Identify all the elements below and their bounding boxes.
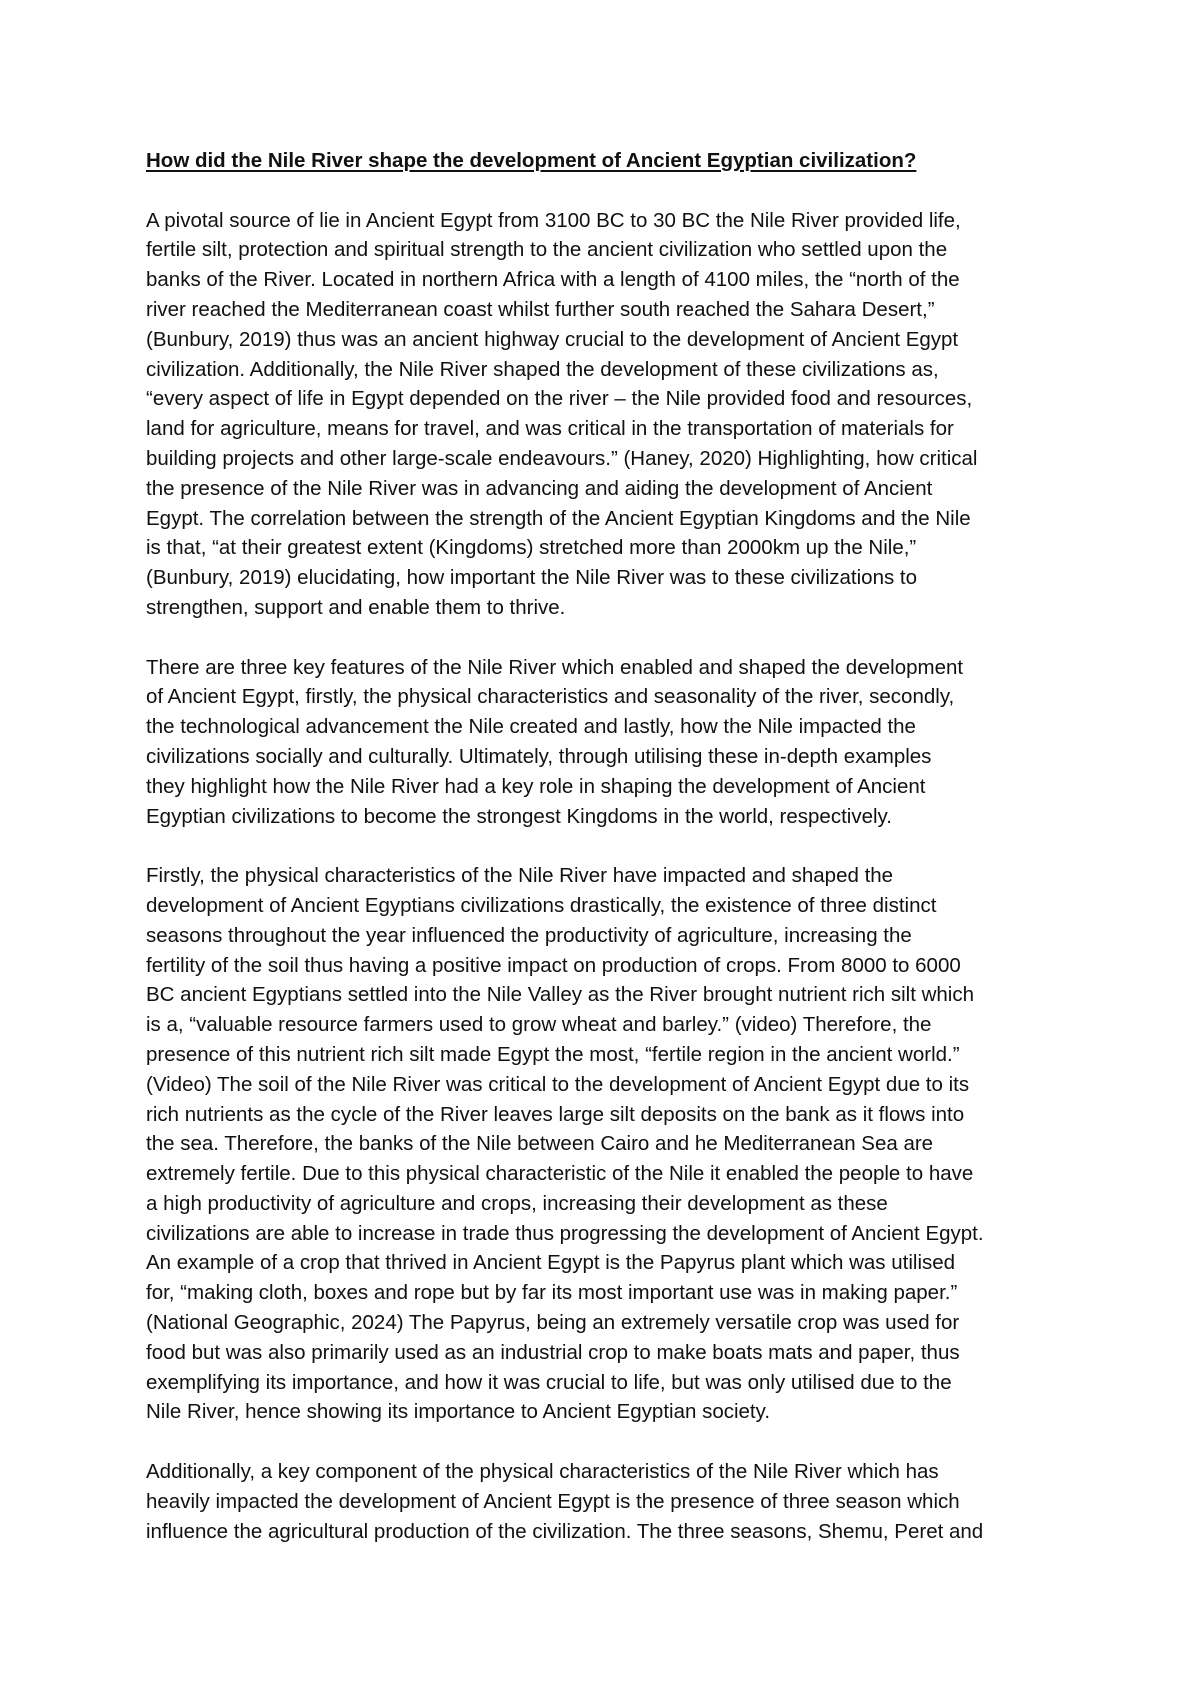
paragraph-physical-characteristics: Firstly, the physical characteristics of the Nile River have impacted and shaped the development of Ancient Egyptians civilizations drastically, the existence of three distinct seasons throughout the year influenced the productivity of agriculture, increasing the fertility of the soil thus having a positive impact on production of crops. From 8000 to 6000 BC ancient Egyptians settled into the Nile Valley as the River brought nutrient rich silt which is a, “valuable resource farmers used to grow wheat and barley.” (video) Therefore, the presence of this nutrient rich silt made Egypt the most, “fertile region in the ancient world.” (Video) The soil of the Nile River was critical to the development of Ancient Egypt due to its rich nutrients as the cycle of the River leaves large silt deposits on the bank as it flows into the sea. Therefore, the banks of the Nile between Cairo and he Mediterranean Sea are extremely fertile. Due to this physical characteristic of the Nile it enabled the people to have a high productivity of agriculture and crops, increasing their development as these civilizations are able to increase in trade thus progressing the development of Ancient Egypt. An example of a crop that thrived in Ancient Egypt is the Papyrus plant which was utilised for, “making cloth, boxes and rope but by far its most important use was in making paper.” (National Geographic, 2024) The Papyrus, being an extremely versatile crop was used for food but was also primarily used as an industrial crop to make boats mats and paper, thus exemplifying its importance, and how it was crucial to life, but was only utilised due to the Nile River, hence showing its importance to Ancient Egyptian society. xyxy=(146,864,984,1424)
paragraph-introduction: A pivotal source of lie in Ancient Egypt from 3100 BC to 30 BC the Nile River provided life, fertile silt, protection and spiritual strength to the ancient civilization who settled upon the banks of the River. Located in northern Africa with a length of 4100 miles, the “north of the river reached the Mediterranean coast whilst further south reached the Sahara Desert,” (Bunbury, 2019) thus was an ancient highway crucial to the development of Ancient Egypt civilization. Additionally, the Nile River shaped the development of these civilizations as, “every aspect of life in Egypt depended on the river – the Nile provided food and resources, land for agriculture, means for travel, and was critical in the transportation of materials for building projects and other large-scale endeavours.” (Haney, 2020) Highlighting, how critical the presence of the Nile River was in advancing and aiding the development of Ancient Egypt. The correlation between the strength of the Ancient Egyptian Kingdoms and the Nile is that, “at their greatest extent (Kingdoms) stretched more than 2000km up the Nile,” (Bunbury, 2019) elucidating, how important the Nile River was to these civilizations to strengthen, support and enable them to thrive. xyxy=(146,208,978,619)
essay-title: How did the Nile River shape the development of Ancient Egyptian civilization? xyxy=(146,149,917,172)
paragraph-seasons: Additionally, a key component of the physical characteristics of the Nile River which has heavily impacted the development of Ancient Egypt is the presence of three season which influence the agricultural production of the civilization. The three seasons, Shemu, Peret and xyxy=(146,1460,984,1543)
paragraph-key-features: There are three key features of the Nile River which enabled and shaped the development of Ancient Egypt, firstly, the physical characteristics and seasonality of the river, secondly, the technological advancement the Nile created and lastly, how the Nile impacted the civilizations socially and culturally. Ultimately, through utilising these in-depth examples they highlight how the Nile River had a key role in shaping the development of Ancient Egyptian civilizations to become the strongest Kingdoms in the world, respectively. xyxy=(146,655,964,828)
document-body xyxy=(146,146,1066,1576)
